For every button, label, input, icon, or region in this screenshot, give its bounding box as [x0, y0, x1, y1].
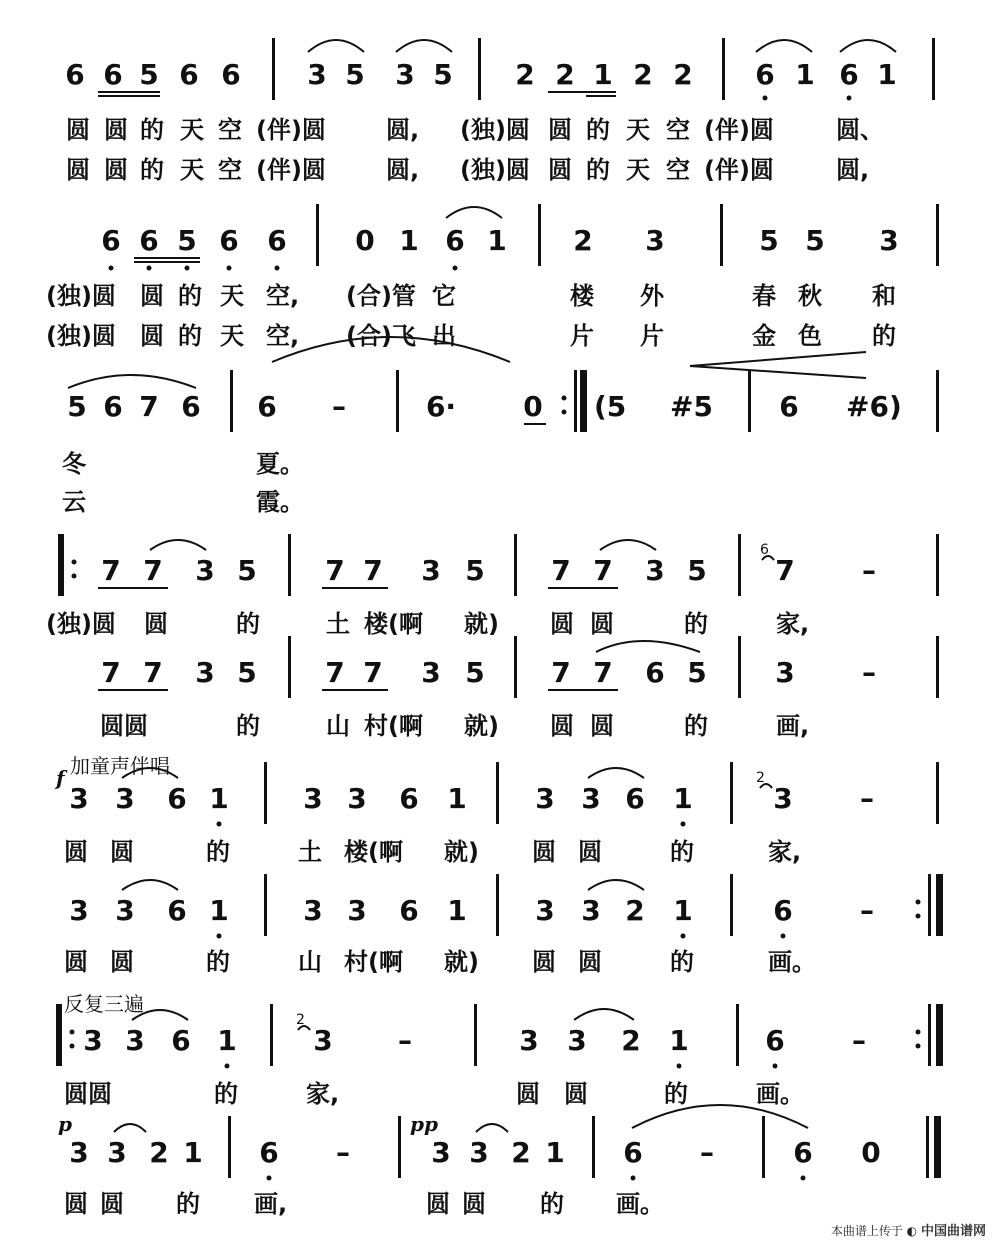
note: 2 [573, 224, 593, 257]
note: – [860, 782, 874, 815]
note: 3 [535, 894, 555, 927]
note: 3 [307, 58, 327, 91]
note: 3 [581, 782, 601, 815]
note: 1 [545, 1136, 565, 1169]
dynamic-marking: p [58, 1112, 72, 1136]
note: 2 [515, 58, 535, 91]
note: 6 [171, 1024, 191, 1057]
note: 3 [107, 1136, 127, 1169]
note: 1 [183, 1136, 203, 1169]
note: 6 [399, 894, 419, 927]
note: 1 [877, 58, 897, 91]
note: 2 [625, 894, 645, 927]
note: 6 [755, 58, 775, 91]
lyric-line-2a: (独)圆 圆 的 天 空, (合)管 它 楼 外 春 秋 和 [46, 282, 896, 310]
note: (5 [594, 390, 627, 423]
note: 2 [555, 58, 575, 91]
note: 3 [303, 894, 323, 927]
note: 3 [879, 224, 899, 257]
note: 3 [421, 656, 441, 689]
note: – [332, 390, 346, 423]
footer-site-link[interactable]: 中国曲谱网 [920, 1224, 986, 1239]
note: 0 [523, 390, 543, 423]
note: 0 [861, 1136, 881, 1169]
note: – [398, 1024, 412, 1057]
note: 1 [217, 1024, 237, 1057]
performance-annotation: 反复三遍 [64, 992, 144, 1016]
note: 3 [535, 782, 555, 815]
note: – [860, 894, 874, 927]
note: 5 [433, 58, 453, 91]
note: 7 [363, 656, 383, 689]
note: 6 [167, 782, 187, 815]
note: 1 [447, 782, 467, 815]
note: 6 [445, 224, 465, 257]
note: – [862, 554, 876, 587]
note: 7 [101, 656, 121, 689]
note: 7 [551, 554, 571, 587]
note: 5 [67, 390, 87, 423]
note: 5 [465, 656, 485, 689]
lyric-line-1b: 圆 圆 的 天 空 (伴)圆 圆, (独)圆 圆 的 天 空 (伴)圆 圆, [66, 156, 870, 184]
note: 3 [69, 782, 89, 815]
note: 6 [259, 1136, 279, 1169]
note: 3 [775, 656, 795, 689]
note: 1 [669, 1024, 689, 1057]
note: 6 [101, 224, 121, 257]
note: 7 [775, 554, 795, 587]
note: 7 [325, 656, 345, 689]
note: 5 [139, 58, 159, 91]
note: 3 [395, 58, 415, 91]
lyric-line-8: 圆圆 的 家, 圆 圆 的 画。 [64, 1080, 804, 1108]
note: 5 [465, 554, 485, 587]
note: 3 [567, 1024, 587, 1057]
note: 5 [687, 656, 707, 689]
note: 6 [267, 224, 287, 257]
note: 5 [759, 224, 779, 257]
note: 5 [345, 58, 365, 91]
lyric-line-6: 圆 圆 的 土 楼(啊 就) 圆 圆 的 家, [64, 838, 802, 866]
note: 1 [593, 58, 613, 91]
note: 7 [551, 656, 571, 689]
note: – [852, 1024, 866, 1057]
note: 7 [363, 554, 383, 587]
note: 1 [673, 782, 693, 815]
note: 6 [103, 390, 123, 423]
note: – [700, 1136, 714, 1169]
note: 5 [805, 224, 825, 257]
note: 6 [623, 1136, 643, 1169]
lyric-line-2b: (独)圆 圆 的 天 空, (合)飞 出 片 片 金 色 的 [46, 322, 896, 350]
dynamic-marking: pp [410, 1112, 438, 1136]
note: 7 [593, 656, 613, 689]
note: 3 [313, 1024, 333, 1057]
note: 6 [179, 58, 199, 91]
note: 7 [143, 656, 163, 689]
note: 6 [779, 390, 799, 423]
lyric-line-5: 圆圆 的 山 村(啊 就) 圆 圆 的 画, [100, 712, 810, 740]
note: 6 [773, 894, 793, 927]
note: 6 [221, 58, 241, 91]
note: 5 [237, 656, 257, 689]
footer-upload-text: 本曲谱上传于 [830, 1224, 903, 1238]
note: 1 [209, 782, 229, 815]
note: 7 [593, 554, 613, 587]
note: – [336, 1136, 350, 1169]
note: 7 [139, 390, 159, 423]
note: 5 [687, 554, 707, 587]
note: 6 [219, 224, 239, 257]
note: 2 [511, 1136, 531, 1169]
note: 3 [645, 224, 665, 257]
note: 1 [399, 224, 419, 257]
note: 3 [431, 1136, 451, 1169]
note: #6) [846, 390, 902, 423]
note: 6 [645, 656, 665, 689]
note: 3 [115, 782, 135, 815]
note: 3 [195, 554, 215, 587]
note: 3 [645, 554, 665, 587]
note: 6 [103, 58, 123, 91]
note: 3 [195, 656, 215, 689]
site-logo-icon: ◐ [906, 1224, 918, 1238]
note: 6 [65, 58, 85, 91]
note: 3 [303, 782, 323, 815]
note: 3 [125, 1024, 145, 1057]
note: 6 [167, 894, 187, 927]
note: 3 [469, 1136, 489, 1169]
note: 3 [115, 894, 135, 927]
note: 0 [355, 224, 375, 257]
note: 6 [765, 1024, 785, 1057]
note: 5 [237, 554, 257, 587]
note: 6 [399, 782, 419, 815]
note: 6· [425, 390, 457, 423]
note: 3 [69, 894, 89, 927]
note: 1 [487, 224, 507, 257]
note: 1 [447, 894, 467, 927]
lyric-line-7: 圆 圆 的 山 村(啊 就) 圆 圆 的 画。 [64, 948, 816, 976]
lyric-line-9: 圆 圆 的 画, 圆 圆 的 画。 [64, 1190, 664, 1218]
note: 3 [347, 894, 367, 927]
grace-note: 2 [756, 770, 765, 786]
lyric-line-4: (独)圆 圆 的 土 楼(啊 就) 圆 圆 的 家, [46, 610, 810, 638]
note: 1 [795, 58, 815, 91]
note: 7 [101, 554, 121, 587]
lyric-line-3b: 云 霞。 [62, 488, 304, 516]
note: 6 [793, 1136, 813, 1169]
note: 1 [673, 894, 693, 927]
note: 1 [209, 894, 229, 927]
note: 7 [325, 554, 345, 587]
lyric-line-1a: 圆 圆 的 天 空 (伴)圆 圆, (独)圆 圆 的 天 空 (伴)圆 圆、 [66, 116, 884, 144]
note: 5 [177, 224, 197, 257]
note: 6 [839, 58, 859, 91]
lyric-line-3a: 冬 夏。 [62, 450, 304, 478]
note: 6 [625, 782, 645, 815]
note: 3 [83, 1024, 103, 1057]
grace-note: 2 [296, 1012, 305, 1028]
note: 2 [633, 58, 653, 91]
note: – [862, 656, 876, 689]
note: 3 [421, 554, 441, 587]
performance-annotation: 加童声伴唱 [70, 754, 170, 778]
note: 2 [149, 1136, 169, 1169]
note: 6 [257, 390, 277, 423]
note: 3 [773, 782, 793, 815]
note: 3 [69, 1136, 89, 1169]
note: 3 [581, 894, 601, 927]
note: 7 [143, 554, 163, 587]
footer-credit [831, 1220, 986, 1239]
note: 3 [519, 1024, 539, 1057]
note: 6 [181, 390, 201, 423]
note: 2 [621, 1024, 641, 1057]
note: 3 [347, 782, 367, 815]
note: 2 [673, 58, 693, 91]
note: 6 [139, 224, 159, 257]
dynamic-marking: f [56, 766, 65, 790]
grace-note: 6 [760, 542, 769, 558]
note: #5 [670, 390, 713, 423]
